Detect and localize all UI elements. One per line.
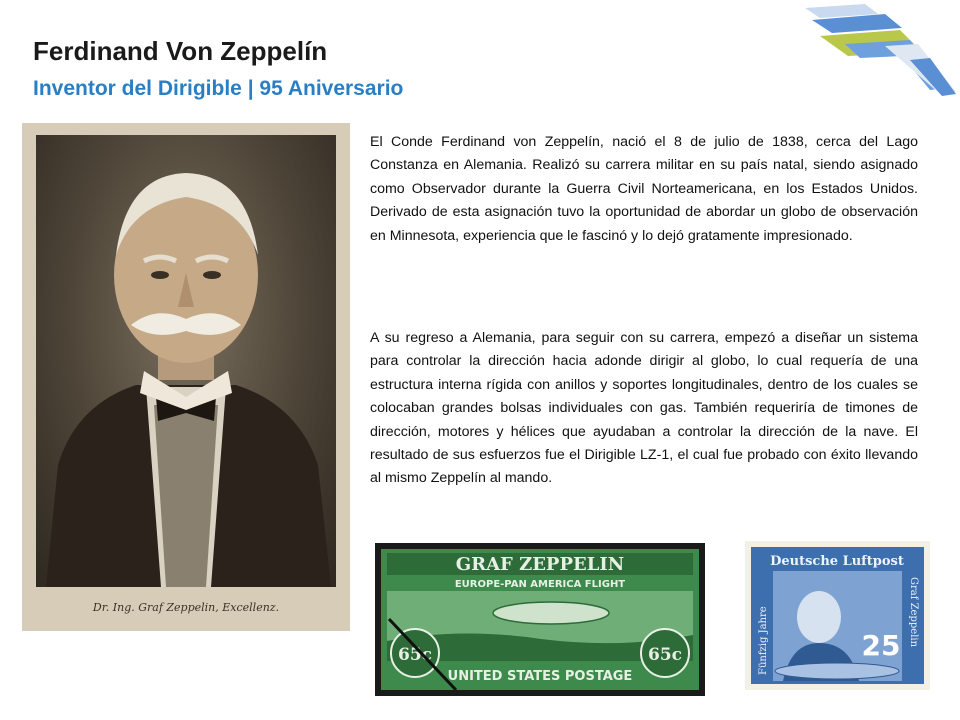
stamp-de-value: 25 [861, 629, 901, 662]
portrait-caption: Dr. Ing. Graf Zeppelin, Excellenz. [92, 601, 280, 614]
paragraph-biography-2: A su regreso a Alemania, para seguir con su carrera, empezó a diseñar un sistema para controlar la dirección hacia adonde dirigir al globo, lo cual requería de una estructura interna rígida con anillos y soportes longitudinales, dentro de los cuales se colocaban grandes bolsas individuales con gas. También requeriría de timones de dirección, motores y hélices que ayudaban a controlar la dirección de la nave. El resultado de sus esfuerzos fue el Dirigible LZ-1, el cual fue probado con éxito llevando al mismo Zeppelín al mando. [370, 330, 918, 487]
stamp-de-top-text: Deutsche Luftpost [770, 554, 904, 569]
paragraph-biography-1: El Conde Ferdinand von Zeppelín, nació el 8 de julio de 1838, cerca del Lago Constanza en Alemania. Realizó su carrera militar en su país natal, siendo asignado como Observador durante la Guerra Civil Norteamericana, en los Estados Unidos. Derivado de esta asignación tuvo la oportunidad de abordar un globo de observación en Minnesota, experiencia que le fascinó y lo dejó gratamente impresionado. [370, 134, 918, 244]
stamp-us-bottom-text: UNITED STATES POSTAGE [447, 669, 633, 684]
stamp-de-side-left: Fünfzig Jahre [758, 606, 769, 675]
stamp-us-value-right: 65c [647, 645, 683, 665]
stamp-us-value-left: 65c [397, 645, 433, 665]
page-subtitle: Inventor del Dirigible | 95 Aniversario [33, 77, 404, 100]
page-title: Ferdinand Von Zeppelín [33, 36, 328, 66]
stamp-de-artwork [751, 547, 924, 684]
stamp-us-top-text: GRAF ZEPPELIN [455, 554, 625, 575]
portrait-photo-frame [22, 123, 350, 631]
stamp-deutsche-luftpost [745, 541, 930, 690]
stamp-us-route-text: EUROPE-PAN AMERICA FLIGHT [454, 579, 626, 590]
stamp-us-artwork [381, 549, 699, 690]
brand-logo-icon [790, 0, 960, 105]
stamp-de-side-right: Graf Zeppelin [908, 577, 919, 648]
portrait-figure-icon [36, 135, 336, 587]
portrait-photo [36, 135, 336, 587]
stamp-graf-zeppelin-us [375, 543, 705, 696]
